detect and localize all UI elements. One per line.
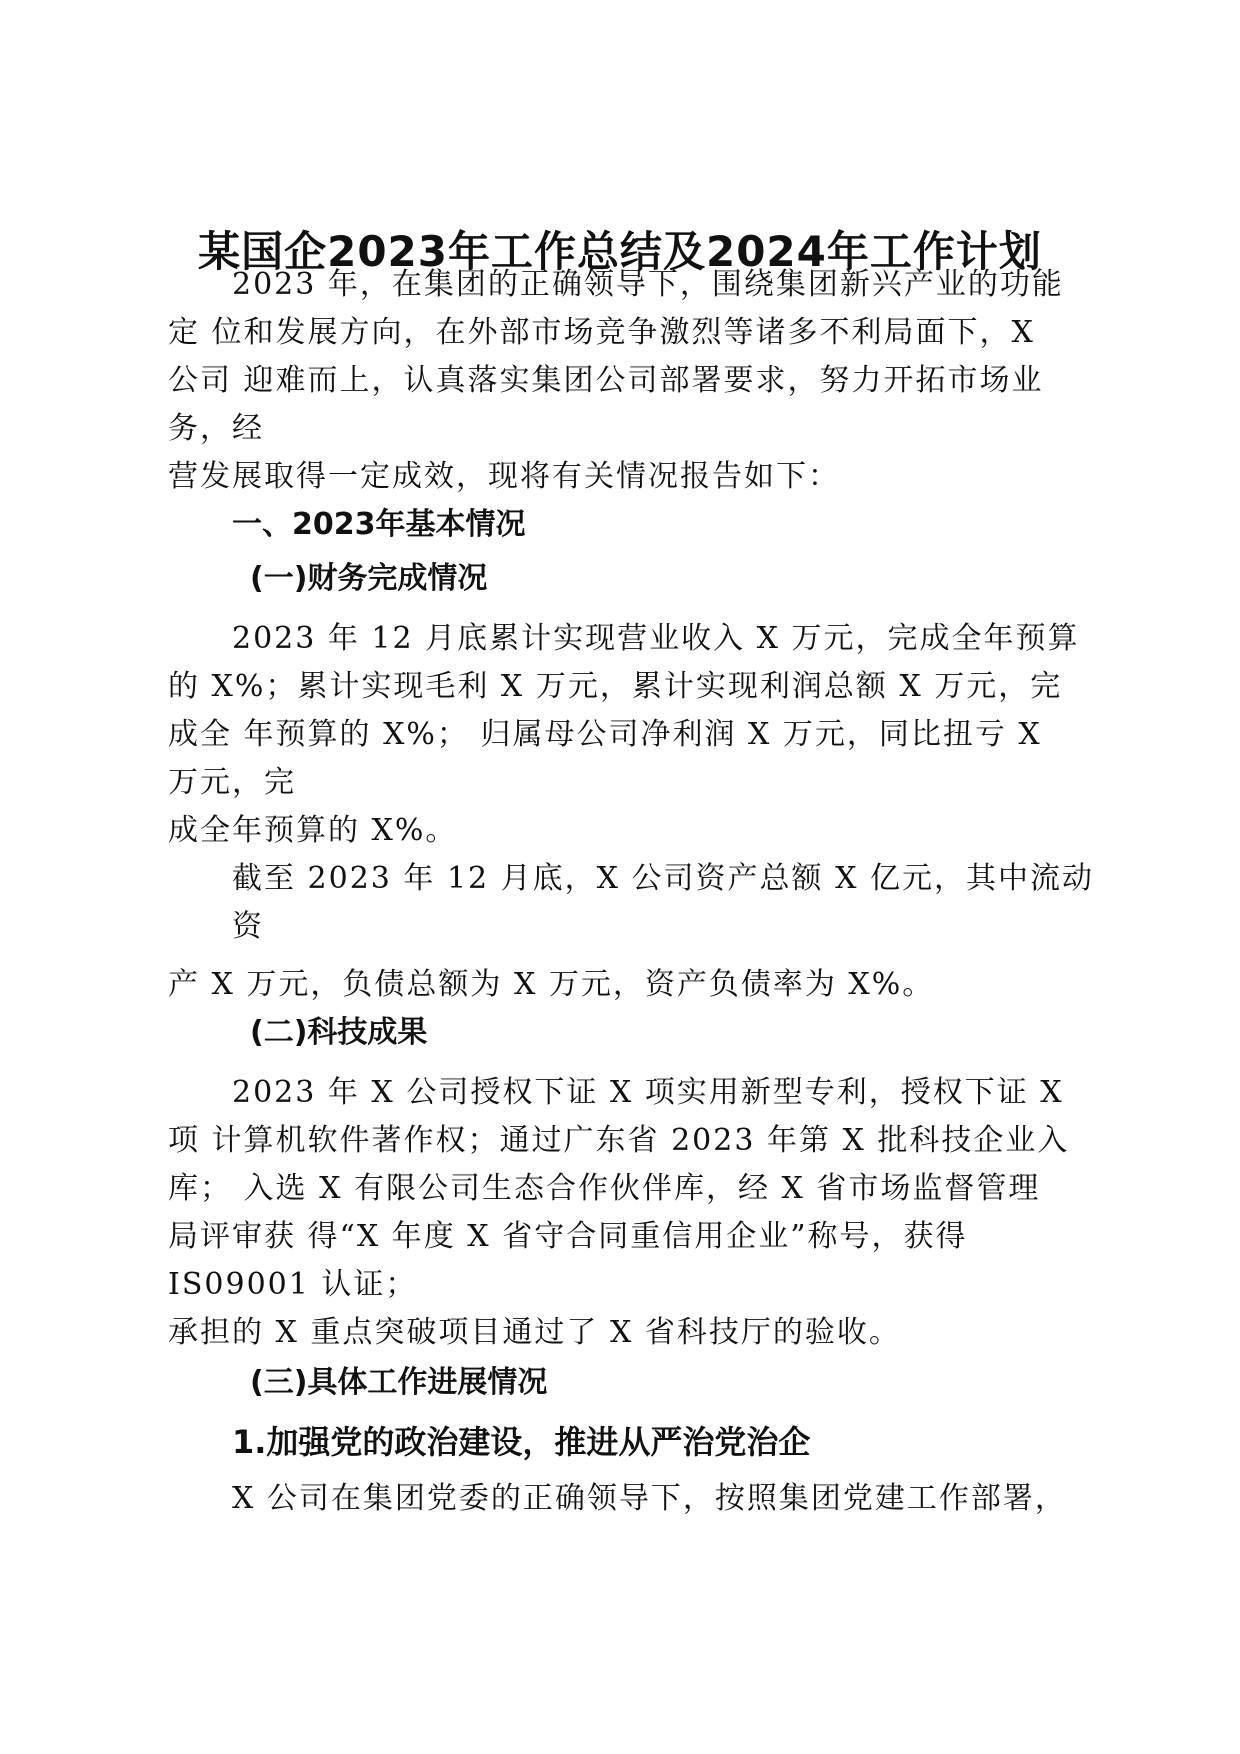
finance-para1-line-2: 的 X%；累计实现毛利 X 万元，累计实现利润总额 X 万元，完 — [168, 669, 1063, 704]
technology-para-line-1: 2023 年 X 公司授权下证 X 项实用新型专利，授权下证 X — [232, 1075, 1064, 1110]
finance-para2-line-2: 资 — [232, 909, 264, 944]
finance-para1-line-3: 成全 年预算的 X%； 归属母公司净利润 X 万元，同比扭亏 X — [168, 717, 1042, 752]
section-heading-basic-situation: 一、2023年基本情况 — [232, 507, 526, 542]
technology-para-line-2: 项 计算机软件著作权；通过广东省 2023 年第 X 批科技企业入 — [168, 1123, 1070, 1158]
subsection-heading-technology: (二)科技成果 — [250, 1015, 428, 1050]
party-building-para-line-1: X 公司在集团党委的正确领导下，按照集团党建工作部署， — [232, 1481, 1067, 1516]
finance-para1-line-1: 2023 年 12 月底累计实现营业收入 X 万元，完成全年预算 — [232, 621, 1080, 656]
intro-line-5: 营发展取得一定成效，现将有关情况报告如下： — [168, 459, 840, 494]
technology-para-line-6: 承担的 X 重点突破项目通过了 X 省科技厅的验收。 — [168, 1315, 901, 1350]
intro-line-2: 定 位和发展方向，在外部市场竞争激烈等诸多不利局面下，X — [168, 315, 1035, 350]
subsection-heading-finance: (一)财务完成情况 — [250, 561, 488, 596]
intro-line-3: 公司 迎难而上，认真落实集团公司部署要求，努力开拓市场业 — [168, 363, 1044, 398]
technology-para-line-5: IS09001 认证； — [168, 1267, 418, 1302]
intro-line-1: 2023 年，在集团的正确领导下，围绕集团新兴产业的功能 — [232, 267, 1064, 302]
technology-para-line-4: 局评审获 得“X 年度 X 省守合同重信用企业”称号，获得 — [168, 1219, 968, 1254]
subsection-heading-progress: (三)具体工作进展情况 — [250, 1365, 548, 1400]
technology-para-line-3: 库； 入选 X 有限公司生态合作伙伴库，经 X 省市场监督管理 — [168, 1171, 1041, 1206]
finance-para1-line-5: 成全年预算的 X%。 — [168, 813, 458, 848]
intro-line-4: 务，经 — [168, 411, 264, 446]
document-title: 某国企2023年工作总结及2024年工作计划 — [198, 227, 1042, 276]
finance-para2-line-1: 截至 2023 年 12 月底，X 公司资产总额 X 亿元，其中流动 — [232, 861, 1094, 896]
finance-para2-line-3: 产 X 万元，负债总额为 X 万元，资产负债率为 X%。 — [168, 967, 935, 1002]
item-heading-party-building: 1.加强党的政治建设，推进从严治党治企 — [232, 1423, 811, 1461]
finance-para1-line-4: 万元，完 — [168, 765, 296, 800]
